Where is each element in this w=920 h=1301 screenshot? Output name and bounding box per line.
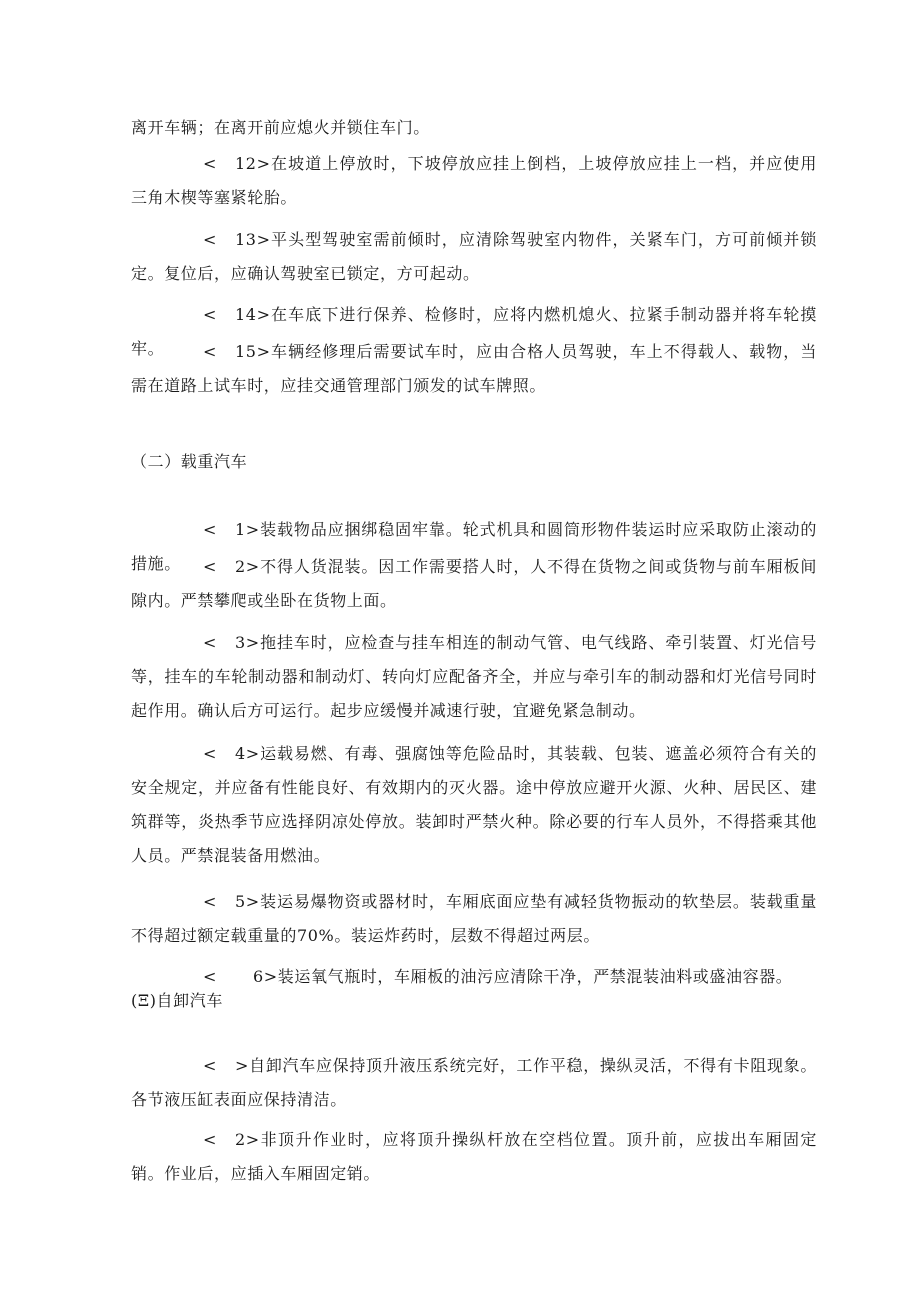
paragraph-text: 13>平头型驾驶室需前倾时，应清除驾驶室内物件，关紧车门，方可前倾并锁定。复位后，应确认驾驶室已锁定，方可起动。 — [131, 230, 817, 283]
item-marker: < — [203, 342, 218, 361]
item-marker: < — [203, 1130, 218, 1149]
item-marker: < — [203, 520, 218, 539]
item-marker: < — [203, 744, 218, 763]
paragraph-truck-item-5 — [131, 885, 817, 953]
paragraph-text: 6>装运氧气瓶时，车厢板的油污应清除干净，严禁混装油料或盛油容器。 — [253, 967, 793, 986]
paragraph-text: 2>非顶升作业时，应将顶升操纵杆放在空档位置。顶升前，应拔出车厢固定销。作业后，应插入车厢固定销。 — [131, 1130, 817, 1183]
paragraph-item-12 — [131, 147, 817, 215]
paragraph-item-15 — [131, 335, 817, 403]
paragraph-text: 15>车辆经修理后需要试车时，应由合格人员驾驶，车上不得载人、载物，当需在道路上试车时，应挂交通管理部门颁发的试车牌照。 — [131, 342, 817, 395]
paragraph-text: 2>不得人货混装。因工作需要搭人时，人不得在货物之间或货物与前车厢板间隙内。严禁攀爬或坐卧在货物上面。 — [131, 557, 817, 610]
paragraph-text: >自卸汽车应保持顶升液压系统完好，工作平稳，操纵灵活，不得有卡阻现象。各节液压缸表面应保持清洁。 — [131, 1056, 817, 1109]
section-heading-dump-trucks: (Ξ)自卸汽车 — [131, 991, 223, 1010]
paragraph-truck-item-6 — [131, 960, 817, 994]
paragraph-truck-item-4 — [131, 737, 817, 873]
paragraph-text: 4>运载易燃、有毒、强腐蚀等危险品时，其装载、包装、遮盖必须符合有关的安全规定，并应备有性能良好、有效期内的灭火器。途中停放应避开火源、火种、居民区、建筑群等，炎热季节应选择阴凉处停放。装卸时严禁火种。除必要的行车人员外，不得搭乘其他人员。严禁混装备用燃油。 — [131, 744, 817, 865]
section-heading-trucks: （二）载重汽车 — [131, 452, 248, 471]
item-marker: < — [203, 305, 218, 324]
item-marker: < — [203, 892, 218, 911]
paragraph-text: 5>装运易爆物资或器材时，车厢底面应垫有减轻货物振动的软垫层。装载重量不得超过额定载重量的70%。装运炸药时，层数不得超过两层。 — [131, 892, 817, 945]
item-marker: < — [203, 154, 218, 173]
paragraph-truck-item-3 — [131, 626, 817, 728]
item-marker: < — [203, 230, 218, 249]
item-marker: < — [203, 633, 218, 652]
paragraph-text: 3>拖挂车时，应检查与挂车相连的制动气管、电气线路、牵引装置、灯光信号等，挂车的车轮制动器和制动灯、转向灯应配备齐全，并应与牵引车的制动器和灯光信号同时起作用。确认后方可运行。起步应缓慢并减速行驶，宜避免紧急制动。 — [131, 633, 817, 720]
paragraph-truck-item-2 — [131, 550, 817, 618]
paragraph-continuation — [131, 111, 817, 145]
paragraph-text: 离开车辆；在离开前应熄火并锁住车门。 — [131, 118, 430, 137]
paragraph-text: 14>在车底下进行保养、检修时，应将内燃机熄火、拉紧手制动器并将车轮摸牢。 — [131, 305, 817, 358]
paragraph-text: 12>在坡道上停放时，下坡停放应挂上倒档，上坡停放应挂上一档，并应使用三角木楔等塞紧轮胎。 — [131, 154, 817, 207]
paragraph-dump-item-1 — [131, 1049, 817, 1117]
item-marker: < — [203, 967, 218, 986]
paragraph-dump-item-2 — [131, 1123, 817, 1191]
item-marker: < — [203, 557, 218, 576]
paragraph-text: 1>装载物品应捆绑稳固牢靠。轮式机具和圆筒形物件装运时应采取防止滚动的措施。 — [131, 520, 817, 573]
paragraph-item-13 — [131, 223, 817, 291]
item-marker: < — [203, 1056, 218, 1075]
